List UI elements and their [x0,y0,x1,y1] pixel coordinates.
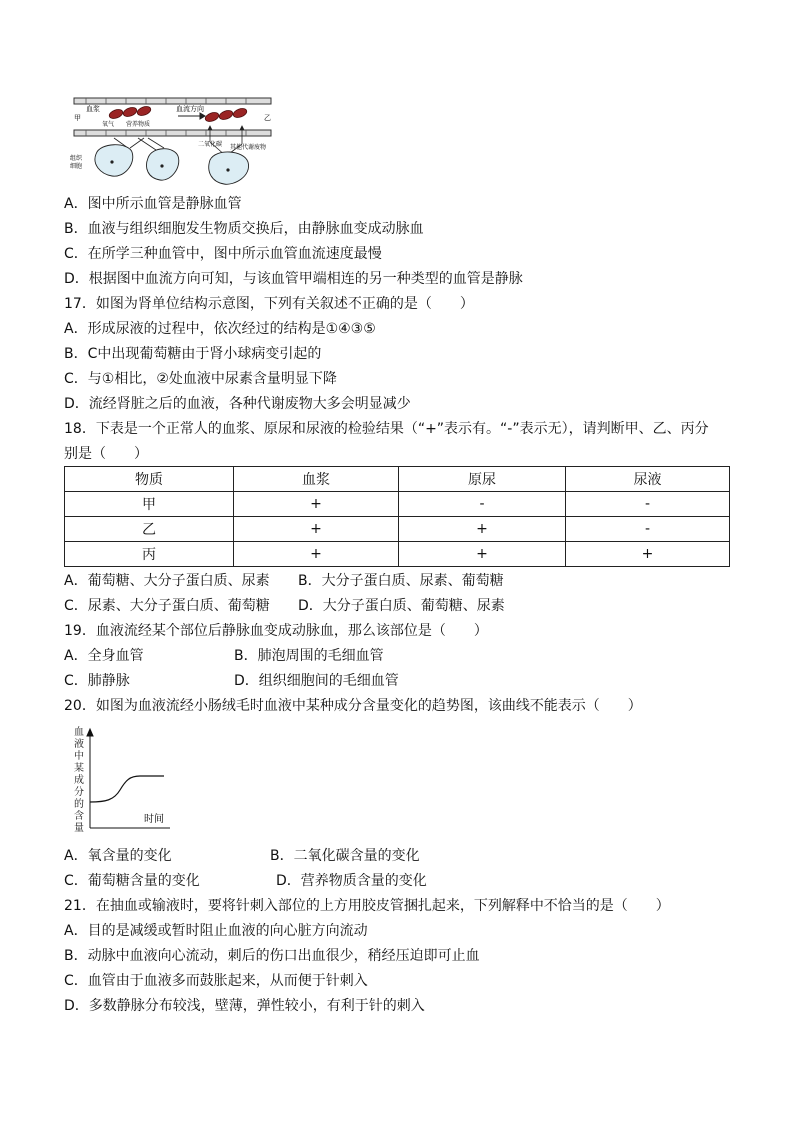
red-blood-cells-left [108,105,152,120]
table-cell: + [234,517,399,542]
q19-stem: 19．血液流经某个部位后静脉血变成动脉血，那么该部位是（ ） [64,623,488,639]
q21-option-b[interactable]: B．动脉中血液向心流动，刺后的伤口出血很少，稍经压迫即可止血 [64,948,480,964]
q20-stem: 20．如图为血液流经小肠绒毛时血液中某种成分含量变化的趋势图，该曲线不能表示（ ） [64,698,642,714]
y-axis-label [74,726,84,834]
table-cell: - [566,492,730,517]
label-nutrients: 营养物质 [126,121,151,128]
q17-stem: 17．如图为肾单位结构示意图，下列有关叙述不正确的是（ ） [64,296,474,312]
label-cell-2: 细胞 [70,163,83,170]
q18-option-a[interactable]: A．葡萄糖、大分子蛋白质、尿素 [64,573,270,589]
q18-stem-line1: 18．下表是一个正常人的血浆、原尿和尿液的检验结果（“+”表示有。“-”表示无），请判断甲、乙、丙分 [64,421,709,437]
y-axis-label-char: 血 [74,727,84,738]
table-cell: + [234,492,399,517]
q16-option-d[interactable]: D．根据图中血流方向可知，与该血管甲端相连的另一种类型的血管是静脉 [64,271,523,287]
q17-option-a[interactable]: A．形成尿液的过程中，依次经过的结构是①④③⑤ [64,321,376,337]
label-jia: 甲 [74,114,81,122]
table-cell: + [399,517,566,542]
table-cell: + [399,542,566,567]
vessel-wall-bottom [74,130,271,136]
q16-option-c[interactable]: C．在所学三种血管中，图中所示血管血流速度最慢 [64,246,382,262]
y-axis-label-char: 液 [74,739,84,750]
table-cell: 丙 [65,542,234,567]
capillary-diagram [66,92,286,188]
y-axis-label-char: 中 [74,751,84,762]
q19-option-a[interactable]: A．全身血管 [64,648,144,664]
x-axis-label: 时间 [144,814,164,825]
label-plasma: 血浆 [86,105,100,113]
label-cell-1: 组织 [70,155,83,162]
y-axis-label-char: 分 [74,787,84,798]
table-row [65,492,730,517]
table-header-cell: 物质 [65,467,234,492]
table-cell: + [566,542,730,567]
y-axis-label-char: 成 [74,775,84,786]
label-other-waste: 其他代谢废物 [230,144,267,151]
y-axis-label-char: 量 [74,823,84,834]
q17-option-c[interactable]: C．与①相比，②处血液中尿素含量明显下降 [64,371,337,387]
q20-trend-graph [70,724,180,840]
q20-option-b[interactable]: B．二氧化碳含量的变化 [270,848,420,864]
table-row [65,542,730,567]
q18-option-c[interactable]: C．尿素、大分子蛋白质、葡萄糖 [64,598,270,614]
table-row [65,517,730,542]
table-cell: - [399,492,566,517]
table-cell: 乙 [65,517,234,542]
q18-option-d[interactable]: D．大分子蛋白质、葡萄糖、尿素 [298,598,505,614]
q19-option-b[interactable]: B．肺泡周围的毛细血管 [234,648,384,664]
label-oxygen: 氧气 [102,121,115,128]
table-header-row [65,467,730,492]
q18-stem-line2: 别是（ ） [64,446,148,462]
q20-option-d[interactable]: D．营养物质含量的变化 [276,873,427,889]
table-cell: + [234,542,399,567]
label-yi: 乙 [264,114,271,122]
y-axis-label-char: 的 [74,799,84,810]
table-cell: 甲 [65,492,234,517]
table-header-cell: 原尿 [399,467,566,492]
red-blood-cells-right [204,107,248,123]
q16-option-b[interactable]: B．血液与组织细胞发生物质交换后，由静脉血变成动脉血 [64,221,424,237]
q20-option-a[interactable]: A．氧含量的变化 [64,848,172,864]
label-co2: 二氧化碳 [198,141,223,148]
table-cell: - [566,517,730,542]
q16-option-a[interactable]: A．图中所示血管是静脉血管 [64,196,242,212]
q21-option-c[interactable]: C．血管由于血液多而鼓胀起来，从而便于针刺入 [64,973,368,989]
q19-option-c[interactable]: C．肺静脉 [64,673,130,689]
y-axis-label-char: 某 [74,763,84,774]
q21-stem: 21．在抽血或输液时，要将针刺入部位的上方用胶皮管捆扎起来，下列解释中不恰当的是（ ） [64,898,670,914]
trend-curve [90,776,164,802]
flow-direction-arrow [178,113,205,119]
table-header-cell: 血浆 [234,467,399,492]
table-header-cell: 尿液 [566,467,730,492]
q21-option-a[interactable]: A．目的是减缓或暂时阻止血液的向心脏方向流动 [64,923,368,939]
tissue-cells [95,145,249,185]
label-flow-direction: 血流方向 [176,105,204,113]
q18-results-table [64,466,730,567]
q19-option-d[interactable]: D．组织细胞间的毛细血管 [234,673,399,689]
y-axis-label-char: 含 [74,811,84,822]
q17-option-d[interactable]: D．流经肾脏之后的血液，各种代谢废物大多会明显减少 [64,396,411,412]
q18-option-b[interactable]: B．大分子蛋白质、尿素、葡萄糖 [298,573,504,589]
vessel-wall-top [74,98,271,104]
q17-option-b[interactable]: B．C中出现葡萄糖由于肾小球病变引起的 [64,346,322,362]
q21-option-d[interactable]: D．多数静脉分布较浅，壁薄，弹性较小，有利于针的刺入 [64,998,425,1014]
q20-option-c[interactable]: C．葡萄糖含量的变化 [64,873,200,889]
